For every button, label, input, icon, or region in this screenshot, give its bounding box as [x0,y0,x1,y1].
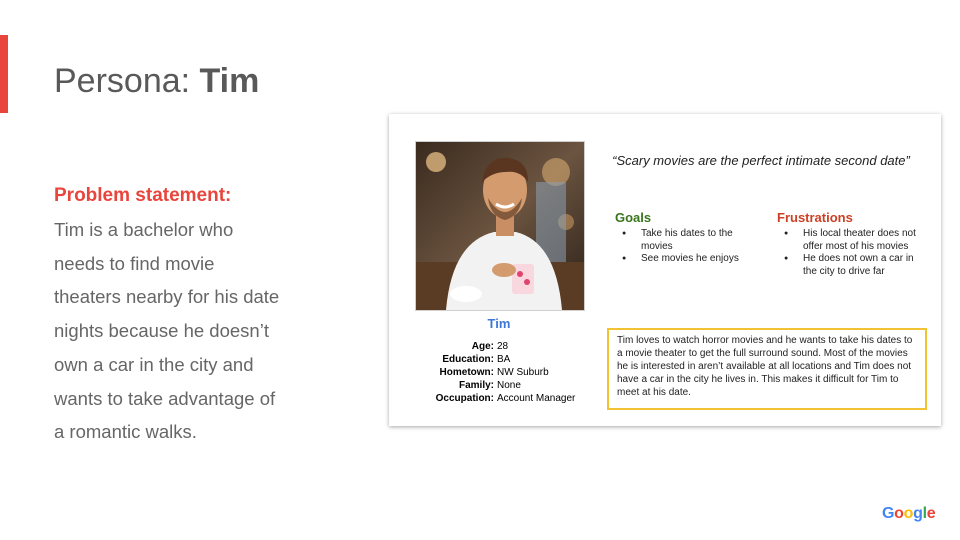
detail-label: Family: [458,380,494,391]
detail-label: Age: [471,341,494,352]
title-name: Tim [199,62,260,100]
detail-row-age [405,340,625,353]
persona-card [389,114,941,426]
list-item: ● See movies he enjoys [617,253,757,266]
logo-letter: e [926,505,936,522]
logo-letter: g [913,505,923,522]
title-prefix: Persona: [54,62,200,100]
persona-details [405,340,625,405]
persona-quote: “Scary movies are the perfect intimate second date” [612,153,910,168]
detail-value: Account Manager [497,393,576,404]
google-logo [882,505,935,523]
detail-row-education [405,353,625,366]
logo-letter: l [922,505,927,522]
logo-letter: o [894,505,904,522]
logo-letter: G [882,505,895,522]
detail-label: Occupation: [435,393,494,404]
detail-value: BA [497,354,511,365]
persona-summary: Tim loves to watch horror movies and he wants to take his dates to a movie theater to get the full surround sound. Most of the movies he is interested in aren’t available at all locations and Tim does not have a car in the city he lives in. This makes it difficult for Tim to meet at his date. [607,328,927,410]
detail-value: None [497,380,521,391]
detail-row-family [405,379,625,392]
problem-statement-label: Problem statement: [54,185,232,206]
list-item: ● He does not own a car in the city to drive far [779,253,919,278]
problem-statement-text: Tim is a bachelor who needs to find movie theaters nearby for his date nights because he doesn’t own a car in the city and wants to take advantage of a romantic walks. [54,219,280,443]
detail-label: Hometown: [439,367,494,378]
frustrations-heading: Frustrations [777,210,853,225]
persona-name: Tim [487,316,511,331]
persona-photo [415,141,585,311]
accent-bar [0,35,8,113]
detail-value: NW Suburb [497,367,549,378]
frustrations-list [779,228,919,278]
logo-letter: o [903,505,914,522]
detail-row-hometown [405,366,625,379]
goals-list [617,228,757,266]
list-item: ● His local theater does not offer most of his movies [779,228,919,253]
goals-heading: Goals [615,210,652,225]
detail-label: Education: [442,354,494,365]
list-item: ● Take his dates to the movies [617,228,757,253]
page-title [54,62,259,101]
detail-value: 28 [497,341,509,352]
detail-row-occupation [405,392,625,405]
